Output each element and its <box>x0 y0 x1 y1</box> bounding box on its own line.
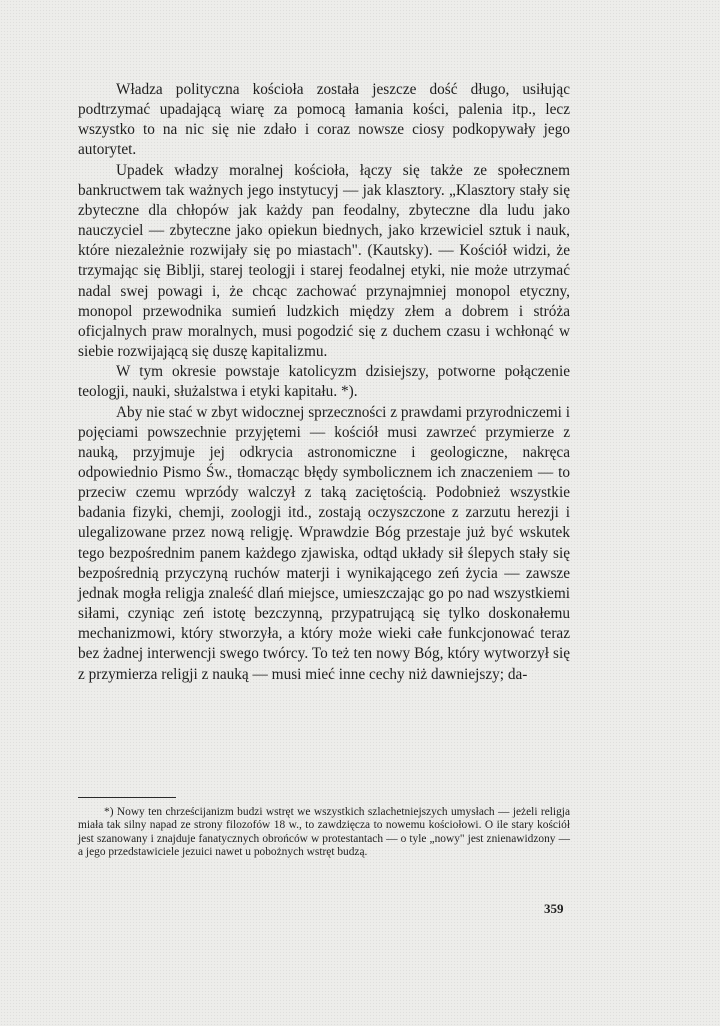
footnote-divider <box>78 797 176 798</box>
paragraph-3: W tym okresie powstaje katolicyzm dzisiejszy, potworne połączenie teologji, nauki, służalstwa i etyki kapitału. *). <box>78 363 570 401</box>
footnote: *) Nowy ten chrześcijanizm budzi wstręt we wszystkich szlachetniejszych umysłach — jeżeli religja miała tak silny napad ze strony filozofów 18 w., to zawdzięcza to nowemu kościołowi. O ile stary kościół jest szanowany i znajduje fanatycznych obrońców w protestantach — o tyle „nowy" jest znienawidzony — a jego przedstawiciele jezuici nawet u pobożnych wstręt budzą. <box>78 806 570 859</box>
paragraph-1: Władza polityczna kościoła została jeszcze dość długo, usiłując podtrzymać upadającą wiarę za pomocą łamania kości, palenia itp., lecz wszystko to na nic się nie zdało i coraz nowsze ciosy podkopywały jego autorytet. <box>78 81 570 159</box>
paragraph-4: Aby nie stać w zbyt widocznej sprzeczności z prawdami przyrodniczemi i pojęciami powszechnie przyjętemi — kościół musi zawrzeć przymierze z nauką, przyjmuje jej odkrycia astronomiczne i geologiczne, nakręca odpowiednio Pismo Św., tłomacząc błędy symbolicznem ich znaczeniem — to przeciw czemu wprzódy walczył z taką zaciętością. Podobnież wszystkie badania fizyki, chemji, zoologji itd., zostają oczyszczone z zarzutu herezji i ulegalizowane przez nową religję. Wprawdzie Bóg przestaje już być wskutek tego bezpośrednim panem każdego zjawiska, odtąd układy sił ślepych stały się bezpośrednią przyczyną ruchów materji i wynikającego zeń życia — zawsze jednak mogła religja znaleść dlań miejsce, umieszczając go po nad wszystkiemi siłami, czyniąc zeń istotę bezczynną, przypatrującą się tylko doskonałemu mechanizmowi, który stworzyła, a który może wieki całe funkcjonować teraz bez żadnej interwencji swego twórcy. To też ten nowy Bóg, który wytworzył się z przymierza religji z nauką — musi mieć inne cechy niż dawniejszy; da- <box>78 403 570 683</box>
page-number: 359 <box>544 901 564 916</box>
paragraph-2: Upadek władzy moralnej kościoła, łączy się także ze społecznem bankructwem tak ważnych jego instytucyj — jak klasztory. „Klasztory stały się zbyteczne dla chłopów jak każdy pan feodalny, zbyteczne dla ludu jako nauczyciel — zbyteczne jako opiekun biednych, jako krzewiciel sztuk i nauk, które niezależnie rozwijały się po miastach". (Kautsky). — Kościół widzi, że trzymając się Biblji, starej teologji i starej feodalnej etyki, nie może utrzymać nadal swej powagi i, że chcąc zachować przynajmniej monopol etyczny, monopol przewodnika sumień ludzkich między złem a dobrem i stróża oficjalnych praw moralnych, musi pogodzić się z duchem czasu i wchłonąć w siebie rozwijającą się duszę kapitalizmu. <box>78 161 570 361</box>
main-text <box>78 80 570 685</box>
